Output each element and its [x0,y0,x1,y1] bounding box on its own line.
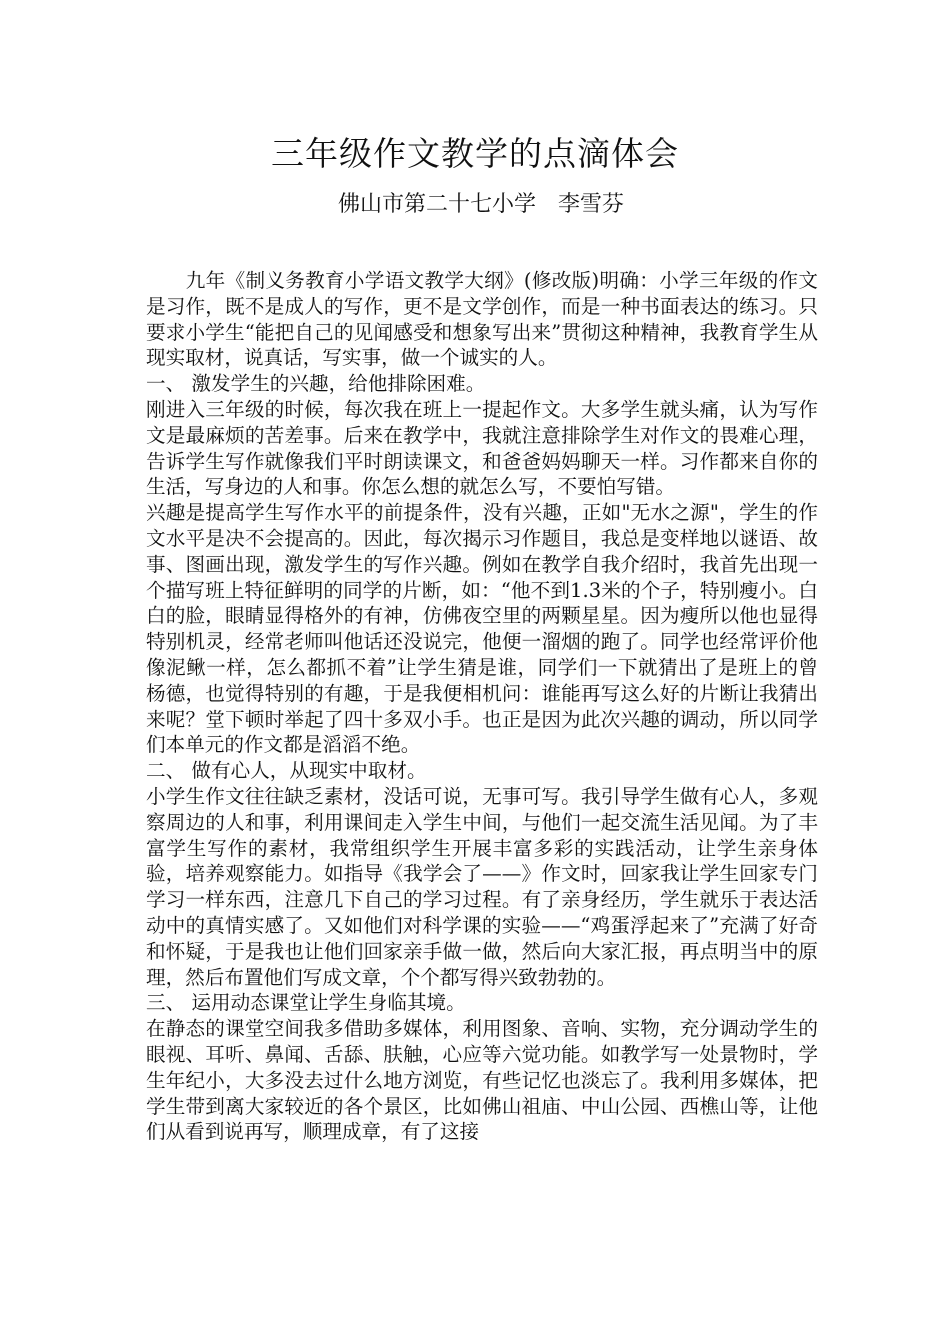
paragraph: 刚进入三年级的时候，每次我在班上一提起作文。大多学生就头痛，认为写作文是最麻烦的苦差事。后来在教学中，我就注意排除学生对作文的畏难心理，告诉学生写作就像我们平时朗读课文，和爸爸妈妈聊天一样。习作都来自你的生活，写身边的人和事。你怎么想的就怎么写，不要怕写错。 [146,397,818,499]
article-body [146,268,818,1145]
paragraph: 小学生作文往往缺乏素材，没话可说，无事可写。我引导学生做有心人，多观察周边的人和事，利用课间走入学生中间，与他们一起交流生活见闻。为了丰富学生写作的素材，我常组织学生开展丰富多彩的实践活动，让学生亲身体验，培养观察能力。如指导《我学会了——》作文时，回家我让学生回家专门学习一样东西，注意几下自己的学习过程。有了亲身经历，学生就乐于表达活动中的真情实感了。又如他们对科学课的实验——“鸡蛋浮起来了”充满了好奇和怀疑，于是我也让他们回家亲手做一做，然后向大家汇报，再点明当中的原理，然后布置他们写成文章，个个都写得兴致勃勃的。 [146,784,818,989]
paragraph: 兴趣是提高学生写作水平的前提条件，没有兴趣，正如"无水之源"，学生的作文水平是决不会提高的。因此，每次揭示习作题目，我总是变样地以谜语、故事、图画出现，激发学生的写作兴趣。例如在教学自我介绍时，我首先出现一个描写班上特征鲜明的同学的片断，如：“他不到1.3米的个子，特别瘦小。白白的脸，眼睛显得格外的有神，仿佛夜空里的两颗星星。因为瘦所以他也显得特别机灵，经常老师叫他话还没说完，他便一溜烟的跑了。同学也经常评价他像泥鳅一样，怎么都抓不着”让学生猜是谁，同学们一下就猜出了是班上的曾杨德，也觉得特别的有趣，于是我便相机问：谁能再写这么好的片断让我猜出来呢？堂下顿时举起了四十多双小手。也正是因为此次兴趣的调动，所以同学们本单元的作文都是滔滔不绝。 [146,501,818,757]
author-line: 佛山市第二十七小学 李雪芬 [338,192,625,217]
paragraph-intro: 九年《制义务教育小学语文教学大纲》(修改版)明确：小学三年级的作文是习作，既不是成人的写作，更不是文学创作，而是一种书面表达的练习。只要求小学生“能把自己的见闻感受和想象写出来”贯彻这种精神，我教育学生从现实取材，说真话，写实事，做一个诚实的人。 [146,269,818,370]
section-heading-3: 三、 运用动态课堂让学生身临其境。 [146,991,466,1015]
paragraph: 在静态的课堂空间我多借助多媒体，利用图象、音响、实物，充分调动学生的眼视、耳听、鼻闻、舌舔、肤触，心应等六觉功能。如教学写一处景物时，学生年纪小，大多没去过什么地方浏览，有些记忆也淡忘了。我利用多媒体，把学生带到离大家较近的各个景区，比如佛山祖庙、中山公园、西樵山等，让他们从看到说再写，顺理成章，有了这接 [146,1017,818,1144]
page-title: 三年级作文教学的点滴体会 [271,134,679,173]
section-heading-1: 一、 激发学生的兴趣，给他排除困难。 [146,372,486,396]
section-heading-2: 二、 做有心人，从现实中取材。 [146,759,427,783]
